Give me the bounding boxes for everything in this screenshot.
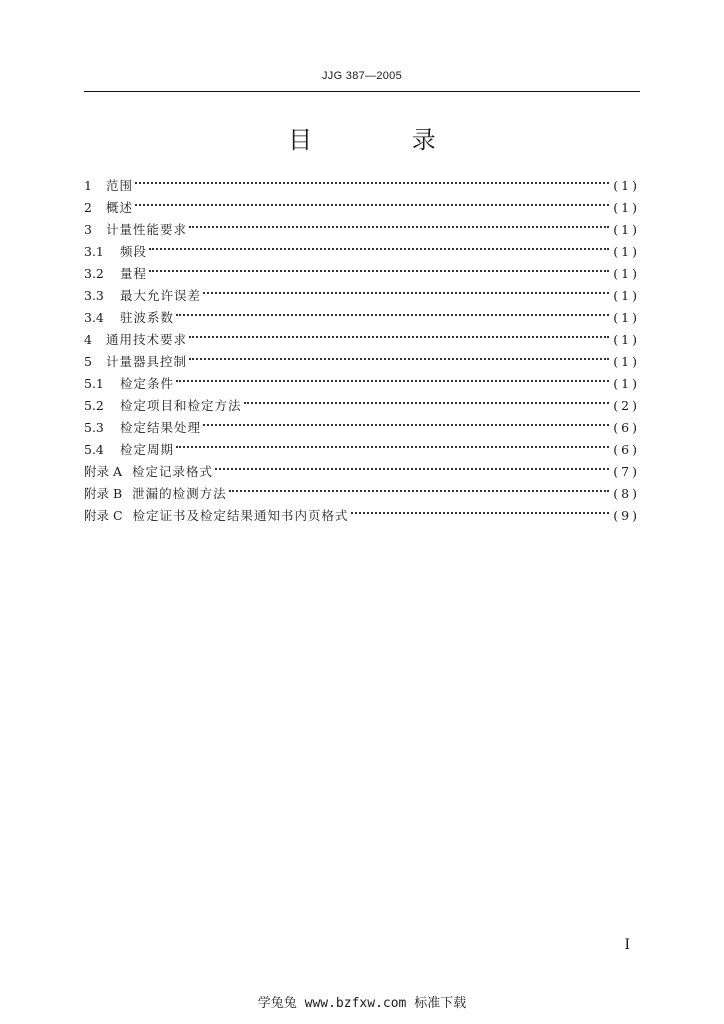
toc-entry-title: 检定条件: [120, 376, 175, 391]
document-code: JJG 387—2005: [321, 70, 403, 82]
toc-entry-page: (1): [613, 222, 640, 237]
toc-entry-title: 最大允许误差: [120, 288, 202, 303]
toc-entry-number: 5.1: [84, 376, 104, 391]
toc-entry-page: (1): [613, 310, 640, 325]
toc-entry-number: 附录 C: [84, 508, 123, 523]
toc-entry-title: 计量性能要求: [106, 222, 188, 237]
dot-leader: [215, 454, 609, 476]
toc-entry-page: (6): [613, 442, 640, 457]
toc-title: 目 录: [288, 126, 482, 154]
toc-entry-title: 检定证书及检定结果通知书内页格式: [132, 508, 349, 523]
toc-entry-number: 附录 A: [84, 464, 123, 479]
toc-entry-page: (1): [613, 266, 640, 281]
toc-entry-number: 4: [84, 332, 92, 347]
toc-entry-page: (1): [613, 354, 640, 369]
toc-entry-title: 检定项目和检定方法: [120, 398, 242, 413]
toc-entry-number: 3.1: [84, 244, 104, 259]
toc-entry-page: (8): [613, 486, 640, 501]
toc-entry-page: (9): [613, 508, 640, 523]
toc-entry-number: 3.2: [84, 266, 104, 281]
toc-entry-page: (6): [613, 420, 640, 435]
toc-entry-title: 量程: [120, 266, 148, 281]
dot-leader: [176, 300, 609, 322]
dot-leader: [176, 366, 609, 388]
header-divider: [84, 91, 640, 92]
table-of-contents: [84, 168, 640, 523]
toc-entry[interactable]: [84, 168, 640, 193]
toc-entry-page: (1): [613, 332, 640, 347]
toc-entry-page: (2): [613, 398, 640, 413]
toc-entry-title: 检定周期: [120, 442, 175, 457]
toc-entry[interactable]: [84, 278, 640, 303]
dot-leader: [135, 190, 609, 212]
toc-entry-number: 3.4: [84, 310, 104, 325]
page-number: I: [624, 937, 630, 953]
toc-entry-number: 附录 B: [84, 486, 123, 501]
dot-leader: [189, 322, 609, 344]
dot-leader: [176, 432, 609, 454]
toc-entry-number: 5.3: [84, 420, 104, 435]
toc-entry-page: (1): [613, 178, 640, 193]
toc-entry-page: (1): [613, 244, 640, 259]
dot-leader: [149, 256, 609, 278]
toc-entry-number: 3.3: [84, 288, 104, 303]
toc-entry-number: 5: [84, 354, 92, 369]
toc-entry-page: (1): [613, 288, 640, 303]
dot-leader: [203, 278, 609, 300]
toc-entry-title: 计量器具控制: [106, 354, 188, 369]
toc-entry-page: (1): [613, 200, 640, 215]
toc-entry-number: 3: [84, 222, 92, 237]
toc-entry-number: 1: [84, 178, 92, 193]
toc-entry[interactable]: [84, 190, 640, 215]
toc-entry-number: 2: [84, 200, 92, 215]
toc-entry-title: 检定记录格式: [132, 464, 214, 479]
toc-entry[interactable]: [84, 256, 640, 281]
dot-leader: [149, 234, 609, 256]
watermark-footer: 学兔兔 www.bzfxw.com 标准下载: [257, 996, 467, 1011]
toc-entry-page: (1): [613, 376, 640, 391]
toc-entry-title: 概述: [106, 200, 134, 215]
dot-leader: [351, 498, 610, 520]
toc-entry-number: 5.4: [84, 442, 104, 457]
toc-entry-title: 泄漏的检测方法: [132, 486, 227, 501]
toc-entry-number: 5.2: [84, 398, 104, 413]
toc-entry-title: 驻波系数: [120, 310, 175, 325]
toc-entry-title: 范围: [106, 178, 134, 193]
dot-leader: [189, 212, 609, 234]
dot-leader: [244, 388, 610, 410]
toc-entry-page: (7): [613, 464, 640, 479]
dot-leader: [189, 344, 609, 366]
dot-leader: [135, 168, 609, 190]
dot-leader: [203, 410, 609, 432]
toc-entry-title: 通用技术要求: [106, 332, 188, 347]
toc-entry-title: 检定结果处理: [120, 420, 202, 435]
toc-entry-title: 频段: [120, 244, 148, 259]
dot-leader: [229, 476, 610, 498]
toc-entry[interactable]: [84, 234, 640, 259]
toc-entry[interactable]: [84, 212, 640, 237]
